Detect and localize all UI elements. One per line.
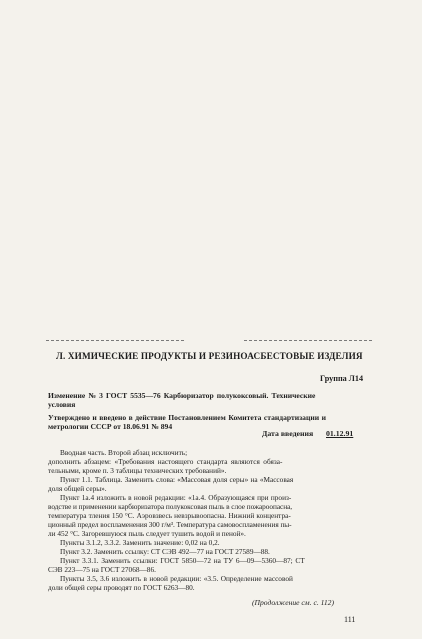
body-line-14: СЭВ 223—75 на ГОСТ 27068—86. <box>48 565 156 574</box>
body-line-10: ли 452 °С. Загоревшуюся пыль следует тушить водой и пеной». <box>48 529 246 538</box>
body-line-13: Пункт 3.3.1. Заменить ссылки: ГОСТ 5850—72 на ТУ 6—09—5360—87; СТ <box>60 556 305 565</box>
body-line-12: Пункт 3.2. Заменить ссылку: СТ СЭВ 492—77 на ГОСТ 27589—88. <box>60 547 270 556</box>
body-line-3: тельными, кроме п. 3 таблицы технических требований». <box>48 466 227 475</box>
body-line-9: ционный предел воспламенения 300 г/м³. Температура самовоспламенения пы- <box>48 520 292 529</box>
body-line-2: дополнить абзацем: «Требования настоящего стандарта являются обяза- <box>48 457 283 466</box>
separator-right <box>244 340 372 341</box>
body-line-11: Пункты 3.1.2, 3.3.2. Заменить значение: 0,02 на 0,2. <box>60 538 220 547</box>
body-line-8: температура тления 150 °С. Аэровзвесь невзрывоопасна. Нижний концентра- <box>48 511 291 520</box>
page-number: 111 <box>344 615 356 624</box>
change-title-line1: Изменение № 3 ГОСТ 5535—76 Карбюризатор полукоксовый. Технические <box>48 391 316 400</box>
intro-date-value: 01.12.91 <box>326 429 354 438</box>
change-title-line2: условия <box>48 400 76 409</box>
section-heading: Л. ХИМИЧЕСКИЕ ПРОДУКТЫ И РЕЗИНОАСБЕСТОВЫЕ ИЗДЕЛИЯ <box>56 351 363 361</box>
group-code: Группа Л14 <box>320 374 364 383</box>
continuation-note: (Продолжение см. с. 112) <box>252 598 334 607</box>
separator-left <box>46 340 184 341</box>
approval-line1: Утверждено и введено в действие Постановлением Комитета стандартизации и <box>48 413 326 422</box>
body-line-6: Пункт 1а.4 изложить в новой редакции: «1а.4. Образующаяся при произ- <box>60 493 292 502</box>
intro-date-label: Дата введения <box>262 429 314 438</box>
body-line-4: Пункт 1.1. Таблица. Заменить слова: «Массовая доля серы» на «Массовая <box>60 475 294 484</box>
approval-line2: метрологии СССР от 18.06.91 № 894 <box>48 422 173 431</box>
body-line-16: доли общей серы проводят по ГОСТ 6263—80. <box>48 583 195 592</box>
body-line-15: Пункты 3.5, 3.6 изложить в новой редакции: «3.5. Определение массовой <box>60 574 293 583</box>
body-line-5: доля общей серы». <box>48 484 107 493</box>
body-line-1: Вводная часть. Второй абзац исключить; <box>60 448 188 457</box>
body-line-7: водстве и применении карбюризатора полукоксовая пыль в слое пожароопасна, <box>48 502 293 511</box>
